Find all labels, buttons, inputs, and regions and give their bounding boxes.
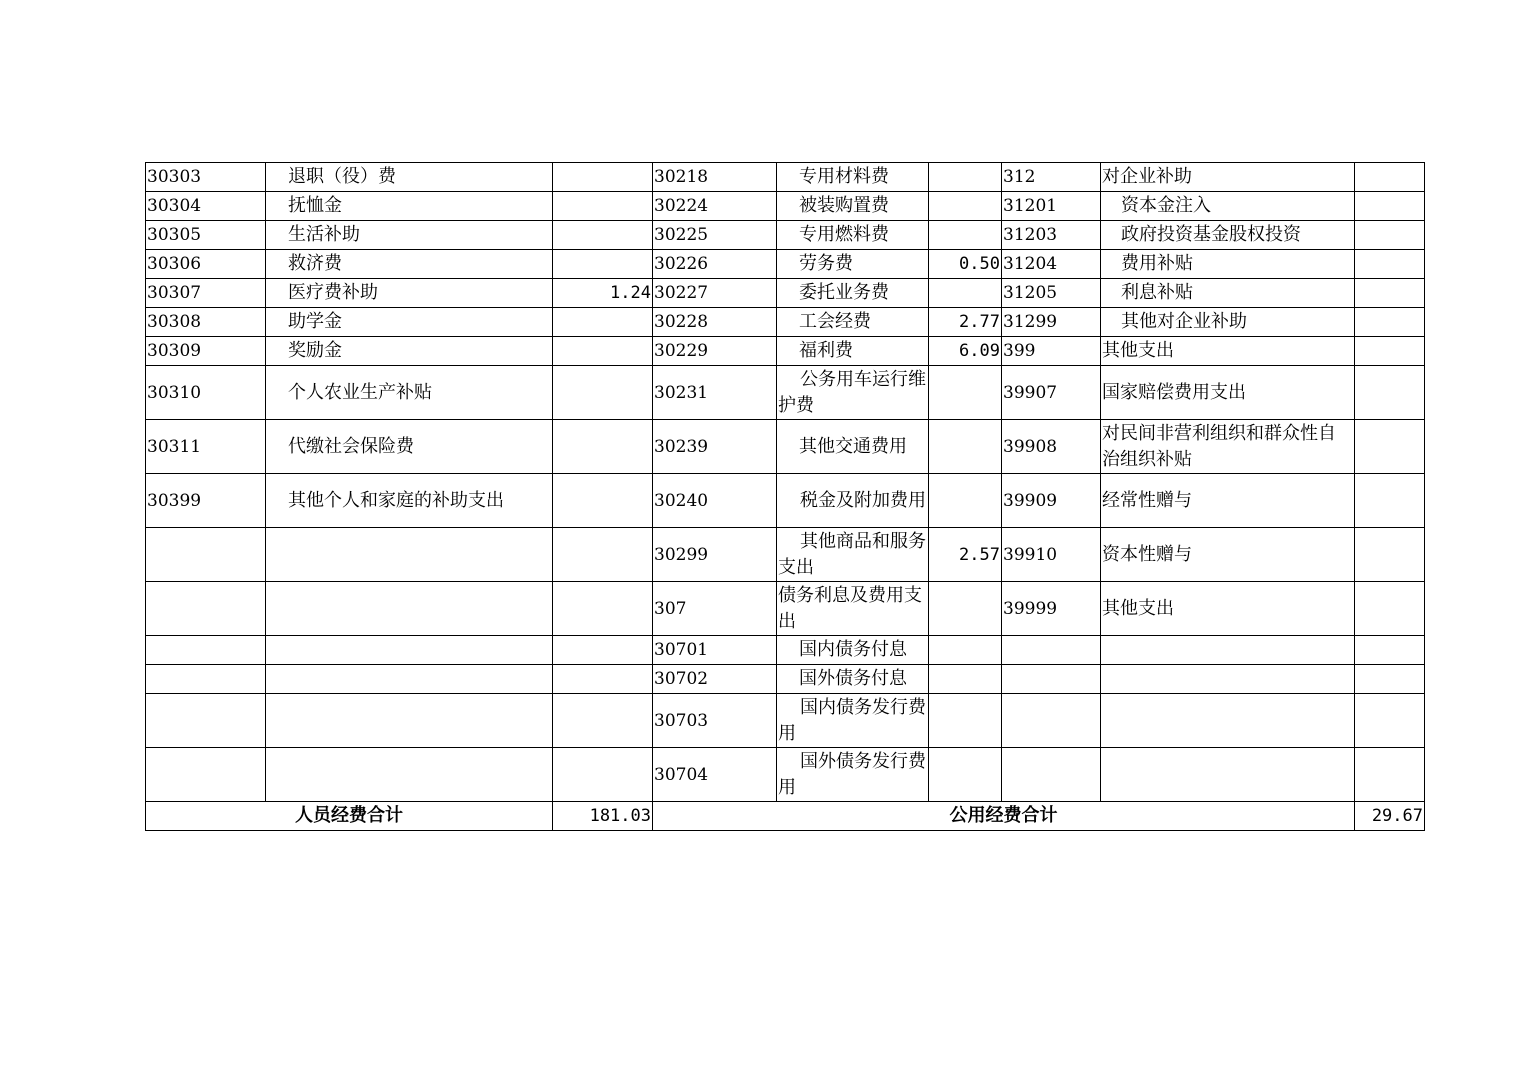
public-code: 30704 <box>653 748 777 802</box>
personnel-code <box>146 528 266 582</box>
other-code: 31201 <box>1002 192 1101 221</box>
personnel-amount <box>553 366 653 420</box>
public-amount <box>929 665 1002 694</box>
public-code: 30299 <box>653 528 777 582</box>
other-item: 费用补贴 <box>1101 250 1355 279</box>
public-item: 国内债务付息 <box>777 636 929 665</box>
personnel-total-label: 人员经费合计 <box>146 802 553 831</box>
public-code: 30701 <box>653 636 777 665</box>
other-item <box>1101 665 1355 694</box>
personnel-amount <box>553 420 653 474</box>
public-code: 307 <box>653 582 777 636</box>
other-code: 39907 <box>1002 366 1101 420</box>
public-amount <box>929 636 1002 665</box>
other-item: 资本金注入 <box>1101 192 1355 221</box>
other-amount <box>1355 250 1425 279</box>
public-amount <box>929 582 1002 636</box>
public-code: 30703 <box>653 694 777 748</box>
personnel-code <box>146 665 266 694</box>
personnel-item: 个人农业生产补贴 <box>266 366 553 420</box>
public-code: 30229 <box>653 337 777 366</box>
public-item: 债务利息及费用支出 <box>777 582 929 636</box>
other-code <box>1002 665 1101 694</box>
public-amount: 6.09 <box>929 337 1002 366</box>
public-item: 其他交通费用 <box>777 420 929 474</box>
public-amount <box>929 192 1002 221</box>
public-code: 30228 <box>653 308 777 337</box>
other-code: 31204 <box>1002 250 1101 279</box>
public-amount <box>929 279 1002 308</box>
table-row <box>146 192 1425 221</box>
public-code: 30240 <box>653 474 777 528</box>
public-amount: 2.77 <box>929 308 1002 337</box>
other-code: 399 <box>1002 337 1101 366</box>
personnel-code: 30304 <box>146 192 266 221</box>
personnel-item: 生活补助 <box>266 221 553 250</box>
table-row <box>146 665 1425 694</box>
table-row <box>146 337 1425 366</box>
public-item: 福利费 <box>777 337 929 366</box>
personnel-amount: 1.24 <box>553 279 653 308</box>
other-item: 政府投资基金股权投资 <box>1101 221 1355 250</box>
table-row <box>146 748 1425 802</box>
other-code: 39909 <box>1002 474 1101 528</box>
other-amount <box>1355 279 1425 308</box>
public-code: 30239 <box>653 420 777 474</box>
personnel-amount <box>553 221 653 250</box>
other-item: 其他支出 <box>1101 582 1355 636</box>
other-code: 39910 <box>1002 528 1101 582</box>
personnel-item: 医疗费补助 <box>266 279 553 308</box>
other-amount <box>1355 528 1425 582</box>
personnel-item: 救济费 <box>266 250 553 279</box>
other-item: 对民间非营利组织和群众性自治组织补贴 <box>1101 420 1355 474</box>
other-item: 经常性赠与 <box>1101 474 1355 528</box>
public-item: 公务用车运行维护费 <box>777 366 929 420</box>
public-item: 被装购置费 <box>777 192 929 221</box>
other-code <box>1002 748 1101 802</box>
other-item: 其他支出 <box>1101 337 1355 366</box>
personnel-item <box>266 582 553 636</box>
table-row <box>146 279 1425 308</box>
table-row <box>146 694 1425 748</box>
personnel-item <box>266 636 553 665</box>
other-item: 对企业补助 <box>1101 163 1355 192</box>
personnel-amount <box>553 308 653 337</box>
personnel-code <box>146 582 266 636</box>
other-code <box>1002 694 1101 748</box>
personnel-item: 抚恤金 <box>266 192 553 221</box>
personnel-item <box>266 748 553 802</box>
other-amount <box>1355 308 1425 337</box>
public-amount: 0.50 <box>929 250 1002 279</box>
public-amount: 2.57 <box>929 528 1002 582</box>
personnel-code: 30310 <box>146 366 266 420</box>
other-item <box>1101 694 1355 748</box>
public-item: 税金及附加费用 <box>777 474 929 528</box>
other-amount <box>1355 221 1425 250</box>
personnel-amount <box>553 337 653 366</box>
personnel-code: 30309 <box>146 337 266 366</box>
personnel-item: 助学金 <box>266 308 553 337</box>
public-total-amount: 29.67 <box>1355 802 1425 831</box>
public-item: 其他商品和服务支出 <box>777 528 929 582</box>
personnel-code: 30303 <box>146 163 266 192</box>
personnel-item <box>266 694 553 748</box>
other-item: 国家赔偿费用支出 <box>1101 366 1355 420</box>
other-amount <box>1355 694 1425 748</box>
budget-expenditure-table <box>145 162 1425 831</box>
public-code: 30226 <box>653 250 777 279</box>
other-code: 31203 <box>1002 221 1101 250</box>
personnel-code: 30305 <box>146 221 266 250</box>
table-row <box>146 582 1425 636</box>
personnel-amount <box>553 694 653 748</box>
personnel-code <box>146 748 266 802</box>
other-amount <box>1355 636 1425 665</box>
personnel-item: 退职（役）费 <box>266 163 553 192</box>
other-item: 利息补贴 <box>1101 279 1355 308</box>
personnel-code: 30306 <box>146 250 266 279</box>
other-amount <box>1355 337 1425 366</box>
other-amount <box>1355 582 1425 636</box>
public-code: 30225 <box>653 221 777 250</box>
personnel-code: 30311 <box>146 420 266 474</box>
other-item: 其他对企业补助 <box>1101 308 1355 337</box>
personnel-amount <box>553 528 653 582</box>
public-item: 工会经费 <box>777 308 929 337</box>
other-code <box>1002 636 1101 665</box>
personnel-total-amount: 181.03 <box>553 802 653 831</box>
public-code: 30231 <box>653 366 777 420</box>
public-code: 30224 <box>653 192 777 221</box>
table-row <box>146 528 1425 582</box>
personnel-item: 奖励金 <box>266 337 553 366</box>
other-code: 312 <box>1002 163 1101 192</box>
other-code: 31299 <box>1002 308 1101 337</box>
public-amount <box>929 221 1002 250</box>
other-amount <box>1355 665 1425 694</box>
totals-row <box>146 802 1425 831</box>
other-amount <box>1355 748 1425 802</box>
table-row <box>146 221 1425 250</box>
table-row <box>146 308 1425 337</box>
public-amount <box>929 420 1002 474</box>
table-body <box>146 163 1425 831</box>
table-row <box>146 420 1425 474</box>
public-amount <box>929 163 1002 192</box>
public-amount <box>929 474 1002 528</box>
public-item: 国外债务付息 <box>777 665 929 694</box>
public-amount <box>929 694 1002 748</box>
public-item: 专用材料费 <box>777 163 929 192</box>
other-amount <box>1355 163 1425 192</box>
public-item: 委托业务费 <box>777 279 929 308</box>
other-code: 39999 <box>1002 582 1101 636</box>
personnel-code <box>146 636 266 665</box>
public-code: 30702 <box>653 665 777 694</box>
personnel-amount <box>553 665 653 694</box>
personnel-amount <box>553 748 653 802</box>
table-row <box>146 163 1425 192</box>
other-code: 39908 <box>1002 420 1101 474</box>
public-item: 劳务费 <box>777 250 929 279</box>
public-item: 国外债务发行费用 <box>777 748 929 802</box>
personnel-code: 30307 <box>146 279 266 308</box>
other-amount <box>1355 192 1425 221</box>
other-item: 资本性赠与 <box>1101 528 1355 582</box>
other-item <box>1101 636 1355 665</box>
personnel-item <box>266 665 553 694</box>
personnel-code <box>146 694 266 748</box>
table-row <box>146 250 1425 279</box>
public-total-label: 公用经费合计 <box>653 802 1355 831</box>
personnel-amount <box>553 163 653 192</box>
other-item <box>1101 748 1355 802</box>
other-amount <box>1355 366 1425 420</box>
personnel-amount <box>553 474 653 528</box>
public-code: 30227 <box>653 279 777 308</box>
public-item: 专用燃料费 <box>777 221 929 250</box>
personnel-amount <box>553 250 653 279</box>
personnel-amount <box>553 582 653 636</box>
personnel-code: 30308 <box>146 308 266 337</box>
personnel-item: 其他个人和家庭的补助支出 <box>266 474 553 528</box>
other-amount <box>1355 420 1425 474</box>
personnel-item <box>266 528 553 582</box>
other-amount <box>1355 474 1425 528</box>
personnel-amount <box>553 636 653 665</box>
personnel-amount <box>553 192 653 221</box>
public-item: 国内债务发行费用 <box>777 694 929 748</box>
other-code: 31205 <box>1002 279 1101 308</box>
personnel-item: 代缴社会保险费 <box>266 420 553 474</box>
public-code: 30218 <box>653 163 777 192</box>
table-row <box>146 636 1425 665</box>
table-row <box>146 474 1425 528</box>
public-amount <box>929 748 1002 802</box>
personnel-code: 30399 <box>146 474 266 528</box>
public-amount <box>929 366 1002 420</box>
table-row <box>146 366 1425 420</box>
